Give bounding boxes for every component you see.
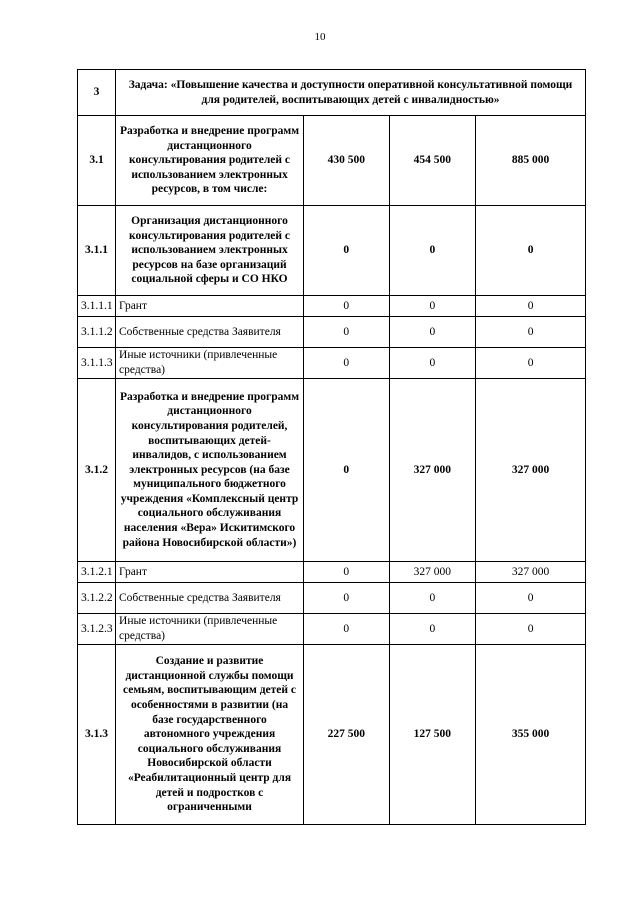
row-number: 3.1.1.1 — [78, 296, 116, 317]
table-row — [78, 317, 586, 348]
row-title: Грант — [116, 296, 304, 317]
row-title: Собственные средства Заявителя — [116, 317, 304, 348]
row-number: 3.1.2.3 — [78, 614, 116, 645]
row-title: Разработка и внедрение программ дистанционного консультирования родителей, воспитывающих детей-инвалидов, с использованием электронных ресурсов (на базе муниципального бюджетного учреждения «Комплексный центр социального обслуживания населения «Вера» Искитимского района Новосибирской области») — [116, 379, 304, 562]
row-number: 3.1 — [78, 116, 116, 206]
row-number: 3.1.3 — [78, 645, 116, 825]
row-number: 3.1.2.1 — [78, 562, 116, 583]
table-row — [78, 206, 586, 296]
row-title: Организация дистанционного консультирования родителей с использованием электронных ресурсов на базе организаций социальной сферы и СО НКО — [116, 206, 304, 296]
value-cell: 127 500 — [389, 645, 476, 825]
value-cell: 327 000 — [389, 379, 476, 562]
value-cell: 0 — [304, 206, 390, 296]
table-row — [78, 562, 586, 583]
value-cell: 327 000 — [476, 379, 586, 562]
value-cell: 0 — [389, 614, 476, 645]
value-cell: 0 — [304, 296, 390, 317]
table-row — [78, 379, 586, 562]
value-cell: 0 — [304, 348, 390, 379]
value-cell: 0 — [476, 614, 586, 645]
value-cell: 0 — [304, 379, 390, 562]
table-row — [78, 645, 586, 825]
row-title: Иные источники (привлеченные средства) — [116, 348, 304, 379]
row-number: 3.1.1.3 — [78, 348, 116, 379]
table-row — [78, 614, 586, 645]
row-title: Создание и развитие дистанционной службы помощи семьям, воспитывающим детей с особенностями в развитии (на базе государственного автономного учреждения социального обслуживания Новосибирской области «Реабилитационный центр для детей и подростков с ограниченными — [116, 645, 304, 825]
value-cell: 430 500 — [304, 116, 390, 206]
value-cell: 0 — [304, 583, 390, 614]
value-cell: 0 — [476, 206, 586, 296]
row-number: 3.1.2.2 — [78, 583, 116, 614]
value-cell: 0 — [476, 317, 586, 348]
value-cell: 327 000 — [389, 562, 476, 583]
row-title: Разработка и внедрение программ дистанционного консультирования родителей с использованием электронных ресурсов, в том числе: — [116, 116, 304, 206]
row-title: Собственные средства Заявителя — [116, 583, 304, 614]
row-title: Иные источники (привлеченные средства) — [116, 614, 304, 645]
row-number: 3.1.1.2 — [78, 317, 116, 348]
value-cell: 0 — [476, 348, 586, 379]
value-cell: 0 — [389, 348, 476, 379]
value-cell: 355 000 — [476, 645, 586, 825]
table-row — [78, 296, 586, 317]
value-cell: 0 — [476, 583, 586, 614]
page-number: 10 — [314, 31, 326, 43]
value-cell: 0 — [304, 614, 390, 645]
value-cell: 454 500 — [389, 116, 476, 206]
value-cell: 0 — [389, 583, 476, 614]
row-title: Грант — [116, 562, 304, 583]
row-number: 3 — [78, 70, 116, 116]
value-cell: 0 — [389, 317, 476, 348]
table-row — [78, 583, 586, 614]
table-row — [78, 348, 586, 379]
value-cell: 0 — [476, 296, 586, 317]
row-number: 3.1.1 — [78, 206, 116, 296]
value-cell: 0 — [389, 296, 476, 317]
table-row — [78, 70, 586, 116]
row-number: 3.1.2 — [78, 379, 116, 562]
value-cell: 227 500 — [304, 645, 390, 825]
task-title: Задача: «Повышение качества и доступности оперативной консультативной помощи для родителей, воспитывающих детей с инвалидностью» — [116, 70, 586, 116]
value-cell: 327 000 — [476, 562, 586, 583]
value-cell: 0 — [304, 562, 390, 583]
value-cell: 885 000 — [476, 116, 586, 206]
value-cell: 0 — [304, 317, 390, 348]
table-row — [78, 116, 586, 206]
budget-table — [77, 69, 586, 825]
value-cell: 0 — [389, 206, 476, 296]
